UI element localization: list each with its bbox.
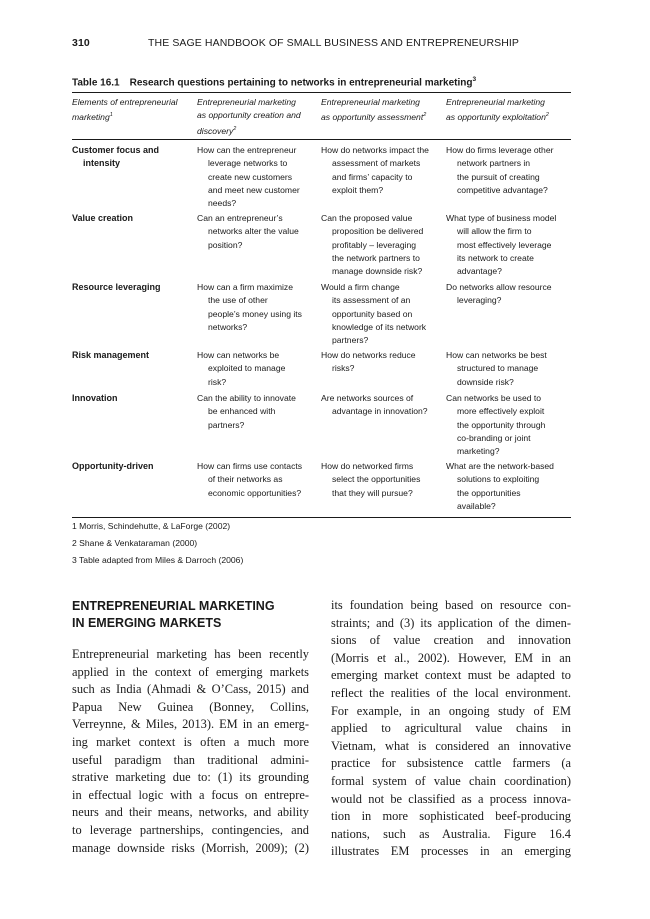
body-line: emerging market context must be adapted to (331, 668, 571, 683)
table-bottom-rule (72, 517, 571, 518)
table-cell (321, 144, 441, 197)
row-label-line: Innovation (72, 393, 118, 403)
table-row-label-value-creation (72, 212, 133, 225)
section-heading-line: IN EMERGING MARKETS (72, 616, 222, 630)
cell-line: people’s money using its (208, 308, 302, 319)
cell-line: create new customers (208, 171, 293, 182)
table-cell (197, 349, 317, 389)
table-title: Research questions pertaining to networks in entrepreneurial marketing (129, 77, 473, 89)
table-cell (321, 460, 441, 500)
cell-line: competitive advantage? (457, 184, 548, 195)
cell-line: risks? (332, 363, 355, 374)
cell-line: How can networks be best (446, 350, 547, 360)
body-line: (Morris et al., 2002). However, EM in an (331, 650, 571, 665)
cell-line: the pursuit of creating (457, 171, 540, 182)
cell-line: available? (457, 500, 496, 511)
header-note: 1 (109, 112, 113, 119)
header-line: Entrepreneurial marketing (321, 97, 420, 107)
cell-line: economic opportunities? (208, 487, 302, 498)
cell-line: its assessment of an (332, 295, 411, 306)
cell-line: will allow the firm to (457, 226, 532, 237)
cell-line: How do firms leverage other (446, 145, 554, 155)
header-note: 2 (233, 125, 237, 132)
header-note: 2 (545, 112, 549, 119)
table-row-label-risk-management (72, 349, 149, 362)
body-line: ing market context is often a much more (72, 734, 309, 749)
table-row-label-innovation (72, 392, 118, 405)
cell-line: the use of other (208, 295, 268, 306)
cell-line: Can networks be used to (446, 393, 542, 403)
cell-line: Would a firm change (321, 282, 400, 292)
body-text-right-column (331, 597, 571, 861)
cell-line: Can an entrepreneur’s (197, 213, 283, 223)
cell-line: networks? (208, 321, 248, 332)
cell-line: needs? (208, 198, 237, 209)
body-line: useful paradigm than traditional admini- (72, 752, 309, 767)
table-cell (446, 212, 566, 278)
table-cell (446, 349, 566, 389)
cell-line: manage downside risk? (332, 266, 423, 277)
table-cell (321, 281, 441, 347)
table-header-exploitation (446, 96, 549, 124)
body-line: manage downside risks (Morrish, 2009); (2) (72, 840, 309, 855)
body-line: Entrepreneurial marketing has been recently (72, 647, 309, 661)
cell-line: its network to create (457, 252, 534, 263)
body-line: tion in more sophisticated beef-producing (331, 809, 571, 824)
table-footnote: 3 Table adapted from Miles & Darroch (2006) (72, 555, 244, 565)
header-line: Entrepreneurial marketing (197, 97, 296, 107)
cell-line: What are the network-based (446, 461, 554, 471)
cell-line: How do networks reduce (321, 350, 416, 360)
header-line: as opportunity exploitation (446, 112, 546, 123)
header-line: as opportunity assessment (321, 112, 424, 123)
cell-line: advantage in innovation? (332, 406, 428, 417)
cell-line: assessment of markets (332, 158, 421, 169)
body-line: For example, in an ongoing study of EM (331, 703, 571, 718)
table-caption (72, 76, 572, 88)
cell-line: How can a firm maximize (197, 282, 293, 292)
table-row-label-resource-leveraging (72, 281, 161, 294)
row-label-line: Risk management (72, 350, 150, 360)
cell-line: Do networks allow resource (446, 282, 552, 292)
cell-line: partners? (332, 335, 369, 346)
table-cell (321, 349, 441, 376)
body-line: Papua New Guinea (Bonney, Collins, (72, 699, 309, 714)
table-header-creation (197, 96, 301, 138)
cell-line: exploited to manage (208, 363, 286, 374)
header-line: Entrepreneurial marketing (446, 97, 545, 107)
body-line: would not be classified as a process innova- (331, 791, 571, 806)
header-line: Elements of entrepreneurial (72, 97, 178, 107)
body-line: Verreynne, & Miles, 2013). EM in an emerg- (72, 717, 309, 732)
table-header-elements (72, 96, 178, 124)
table-cell (446, 460, 566, 513)
body-line: reflect the realities of the local environment. (331, 685, 571, 700)
cell-line: marketing? (457, 446, 500, 457)
cell-line: the opportunities (457, 487, 521, 498)
body-line: such as India (Ahmadi & O’Cass, 2015) and (72, 682, 309, 697)
cell-line: the network partners to (332, 252, 420, 263)
cell-line: downside risk? (457, 376, 514, 387)
body-line: neurs and their means, networks, and ability (72, 805, 309, 820)
body-line: in effectual logic with a focus on entrepre- (72, 787, 309, 802)
cell-line: network partners in (457, 158, 531, 169)
cell-line: advantage? (457, 266, 502, 277)
cell-line: leveraging? (457, 295, 502, 306)
body-line: strative marketing due to: (1) its grounding (72, 770, 309, 785)
row-label-line: Opportunity-driven (72, 461, 154, 471)
row-label-line: Customer focus and (72, 145, 160, 155)
body-line: applied to agricultural value chains in (331, 721, 571, 736)
header-line: as opportunity creation and (197, 110, 301, 121)
row-label-line: intensity (83, 158, 121, 169)
table-cell (197, 212, 317, 252)
body-line: Vietnam, what is considered an innovative (331, 738, 571, 753)
cell-line: solutions to exploiting (457, 474, 540, 485)
cell-line: of their networks as (208, 474, 283, 485)
cell-line: How can the entrepreneur (197, 145, 297, 155)
cell-line: partners? (208, 419, 245, 430)
table-cell (197, 144, 317, 210)
cell-line: structured to manage (457, 363, 539, 374)
page-number: 310 (72, 37, 90, 49)
cell-line: co-branding or joint (457, 432, 531, 443)
header-note: 2 (423, 112, 427, 119)
table-row-label-opportunity-driven (72, 460, 154, 473)
book-title: THE SAGE HANDBOOK OF SMALL BUSINESS AND ENTREPRENEURSHIP (148, 37, 520, 49)
table-row-label-customer-focus (72, 144, 159, 171)
cell-line: select the opportunities (332, 474, 421, 485)
cell-line: more effectively exploit (457, 406, 545, 417)
cell-line: knowledge of its network (332, 321, 427, 332)
table-cell (446, 392, 566, 458)
cell-line: risk? (208, 376, 227, 387)
body-line: nations, such as Australia. Figure 16.4 (331, 826, 571, 841)
running-head (72, 37, 572, 49)
cell-line: What type of business model (446, 213, 557, 223)
table-top-rule (72, 92, 571, 93)
cell-line: How do networked firms (321, 461, 414, 471)
table-title-note: 3 (472, 76, 477, 83)
body-line: straints; and (3) its application of the dimen- (331, 615, 571, 630)
row-label-line: Resource leveraging (72, 282, 161, 292)
section-heading-line: ENTREPRENEURIAL MARKETING (72, 599, 275, 613)
cell-line: leverage networks to (208, 158, 288, 169)
table-number: Table 16.1 (72, 77, 120, 89)
cell-line: profitably – leveraging (332, 239, 417, 250)
body-line: formal system of value chain coordination) (331, 773, 571, 788)
table-header-rule (72, 139, 571, 140)
cell-line: most effectively leverage (457, 239, 552, 250)
body-line: to leverage partnerships, contingencies, and (72, 822, 309, 837)
cell-line: and meet new customer (208, 184, 300, 195)
cell-line: and firms’ capacity to (332, 171, 413, 182)
body-line: practice for subsistence cattle farmers (a (331, 756, 571, 771)
body-line: applied in the context of emerging markets (72, 664, 309, 679)
cell-line: opportunity based on (332, 308, 413, 319)
table-cell (321, 392, 441, 419)
body-line: its foundation being based on resource con- (331, 598, 571, 612)
body-text-left-column (72, 646, 309, 857)
body-line: illustrates EM processes in an emerging (331, 844, 571, 859)
table-header-assessment (321, 96, 426, 124)
cell-line: position? (208, 239, 243, 250)
table-cell (197, 392, 317, 432)
row-label-line: Value creation (72, 213, 134, 223)
header-line: discovery (197, 125, 234, 136)
cell-line: the opportunity through (457, 419, 546, 430)
cell-line: How can networks be (197, 350, 280, 360)
cell-line: Can the ability to innovate (197, 393, 296, 403)
table-cell (197, 460, 317, 500)
table-footnote: 2 Shane & Venkataraman (2000) (72, 538, 198, 548)
section-heading (72, 598, 275, 632)
table-footnote: 1 Morris, Schindehutte, & LaForge (2002) (72, 521, 231, 531)
cell-line: exploit them? (332, 184, 384, 195)
table-cell (446, 281, 566, 308)
table-cell (446, 144, 566, 197)
body-line: sions of value creation and innovation (331, 633, 571, 648)
cell-line: How do networks impact the (321, 145, 429, 155)
header-line: marketing (72, 112, 110, 123)
table-cell (321, 212, 441, 278)
cell-line: that they will pursue? (332, 487, 413, 498)
cell-line: Are networks sources of (321, 393, 414, 403)
cell-line: How can firms use contacts (197, 461, 303, 471)
cell-line: be enhanced with (208, 406, 276, 417)
cell-line: proposition be delivered (332, 226, 424, 237)
cell-line: networks alter the value (208, 226, 299, 237)
table-cell (197, 281, 317, 334)
cell-line: Can the proposed value (321, 213, 413, 223)
